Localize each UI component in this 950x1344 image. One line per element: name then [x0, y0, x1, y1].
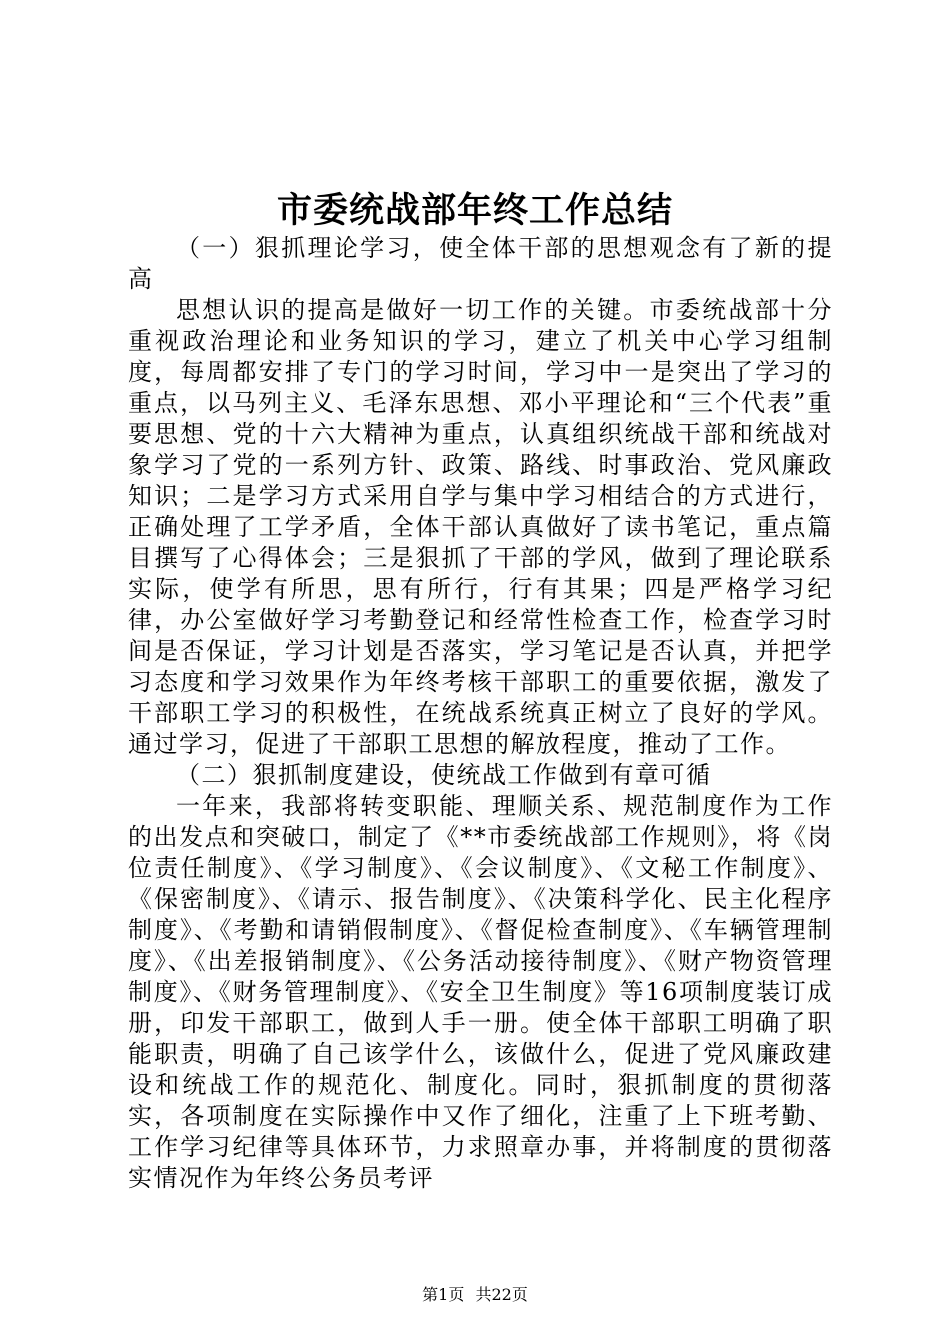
document-title: 市委统战部年终工作总结: [276, 190, 673, 231]
document-body: [128, 233, 833, 1194]
page-number: 第1页: [422, 1285, 465, 1304]
section-heading-2: （二）狠抓制度建设，使统战工作做到有章可循: [176, 761, 712, 789]
page-total: 共22页: [475, 1285, 528, 1304]
section-heading-1: （一）狠抓理论学习，使全体干部的思想观念有了新的提高: [128, 234, 833, 293]
body-paragraph-1: 思想认识的提高是做好一切工作的关键。市委统战部十分重视政治理论和业务知识的学习，建立了机关中心学习组制度，每周都安排了专门的学习时间，学习中一是突出了学习的重点，以马列主义、毛泽东思想、邓小平理论和“三个代表”重要思想、党的十六大精神为重点，认真组织统战干部和统战对象学习了党的一系列方针、政策、路线、时事政治、党风廉政知识；二是学习方式采用自学与集中学习相结合的方式进行，正确处理了工学矛盾，全体干部认真做好了读书笔记，重点篇目撰写了心得体会；三是狠抓了干部的学风，做到了理论联系实际，使学有所思，思有所行，行有其果；四是严格学习纪律，办公室做好学习考勤登记和经常性检查工作，检查学习时间是否保证，学习计划是否落实，学习笔记是否认真，并把学习态度和学习效果作为年终考核干部职工的重要依据，激发了干部职工学习的积极性，在统战系统真正树立了良好的学风。通过学习，促进了干部职工思想的解放程度，推动了工作。: [128, 296, 833, 758]
body-paragraph-2: 一年来，我部将转变职能、理顺关系、规范制度作为工作的出发点和突破口，制定了《**市委统战部工作规则》，将《岗位责任制度》、《学习制度》、《会议制度》、《文秘工作制度》、《保密制度》、《请示、报告制度》、《决策科学化、民主化程序制度》、《考勤和请销假制度》、《督促检查制度》、《车辆管理制度》、《出差报销制度》、《公务活动接待制度》、《财产物资管理制度》、《财务管理制度》、《安全卫生制度》等16项制度装订成册，印发干部职工，做到人手一册。使全体干部职工明确了职能职责，明确了自己该学什么，该做什么，促进了党风廉政建设和统战工作的规范化、制度化。同时，狠抓制度的贯彻落实，各项制度在实际操作中又作了细化，注重了上下班考勤、工作学习纪律等具体环节，力求照章办事，并将制度的贯彻落实情况作为年终公务员考评: [128, 792, 833, 1192]
page-footer: [0, 1283, 950, 1307]
